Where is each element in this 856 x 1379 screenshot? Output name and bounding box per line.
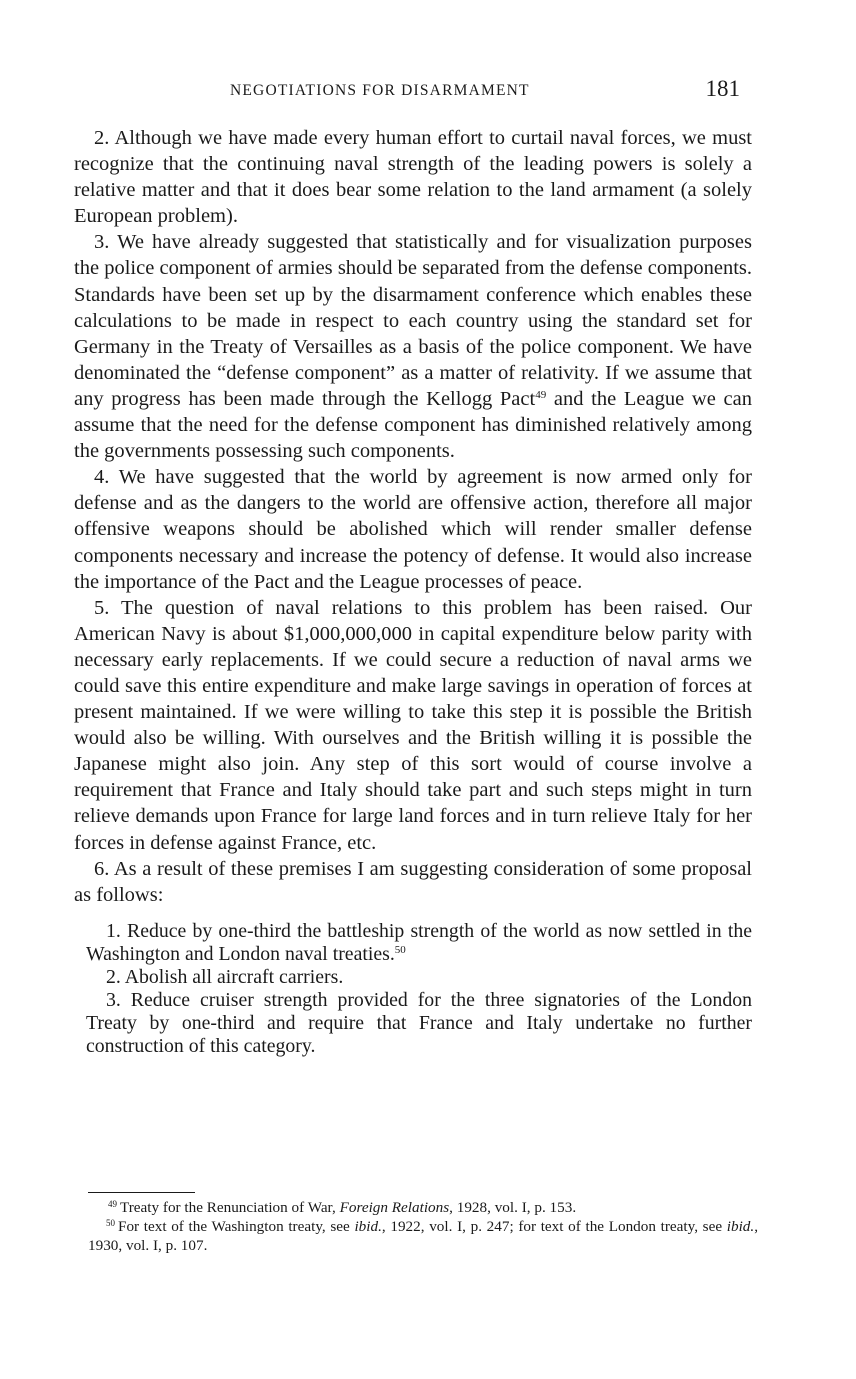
footnote-49-mark: 49 (108, 1199, 117, 1209)
paragraph-3-text-cont: and the League we can assume that the need for the defense component has diminished relatively among the governments possessing such components. (74, 387, 752, 463)
running-head (74, 76, 744, 106)
footnote-ref-50: 50 (394, 943, 406, 956)
footnote-50-italic-b: ibid. (726, 1218, 755, 1235)
paragraph-3 (74, 229, 752, 464)
paragraph-5: 5. The question of naval relations to this problem has been raised. Our American Navy is about $1,000,000,000 in capital expenditure below parity with necessary early replacements. If we could secure a reduction of naval arms we could save this entire expenditure and make large savings in operation of forces at present maintained. If we were willing to take this step it is possible the British would also be willing. With ourselves and the British willing it is possible the Japanese might also join. Any step of this sort would of course involve a requirement that France and Italy should take part and such steps might in turn relieve demands upon France for large land forces and in turn relieve Italy for her forces in defense against France, etc. (74, 596, 752, 854)
footnote-49 (88, 1198, 758, 1217)
body-text (74, 125, 752, 1058)
proposal-1-text: 1. Reduce by one-third the battleship strength of the world as now settled in the Washington and London naval treaties. (86, 919, 752, 965)
running-title: NEGOTIATIONS FOR DISARMAMENT (230, 82, 530, 99)
footnote-50-text-b: , 1922, vol. I, p. 247; for text of the London treaty, see (381, 1218, 727, 1235)
footnote-50-mark: 50 (106, 1218, 115, 1228)
footnotes (88, 1198, 758, 1255)
footnote-ref-49: 49 (535, 388, 547, 401)
footnote-50 (88, 1217, 758, 1255)
paragraph-6: 6. As a result of these premises I am suggesting consideration of some proposal as follows: (74, 857, 752, 906)
proposal-item-2: 2. Abolish all aircraft carriers. (106, 965, 344, 988)
footnote-50-italic-a: ibid. (354, 1218, 382, 1235)
paragraph-4: 4. We have suggested that the world by agreement is now armed only for defense and as the dangers to the world are offensive action, therefore all major offensive weapons should be abolished which will render smaller defense components necessary and increase the potency of defense. It would also increase the importance of the Pact and the League processes of peace. (74, 466, 752, 593)
footnote-49-text-b: , 1928, vol. I, p. 153. (449, 1199, 577, 1216)
page-number: 181 (705, 76, 740, 101)
footnote-rule (88, 1192, 195, 1193)
proposal-item-3: 3. Reduce cruiser strength provided for the three signatories of the London Treaty by one-third and require that France and Italy undertake no further construction of this category. (86, 988, 752, 1057)
footnote-50-text-c: , 1930, vol. I, p. 107. (88, 1218, 758, 1254)
proposal-item-1 (74, 920, 752, 966)
proposal-list (74, 920, 752, 1058)
footnote-49-italic: Foreign Relations (339, 1199, 450, 1216)
paragraph-2: 2. Although we have made every human effort to curtail naval forces, we must recognize that the continuing naval strength of the leading powers is solely a relative matter and that it does bear some relation to the land armament (a solely European problem). (74, 127, 752, 228)
footnote-50-text-a: For text of the Washington treaty, see (118, 1218, 355, 1235)
footnote-49-text-a: Treaty for the Renunciation of War, (120, 1199, 340, 1216)
paragraph-3-text: 3. We have already suggested that statistically and for visualization purposes the police component of armies should be separated from the defense components. Standards have been set up by the disarmament conference which enables these calculations to be made in respect to each country using the standard set for Germany in the Treaty of Versailles as a basis of the police component. We have denominated the “defense component” as a matter of relativity. If we assume that any progress has been made through the Kellogg Pact (74, 231, 752, 410)
